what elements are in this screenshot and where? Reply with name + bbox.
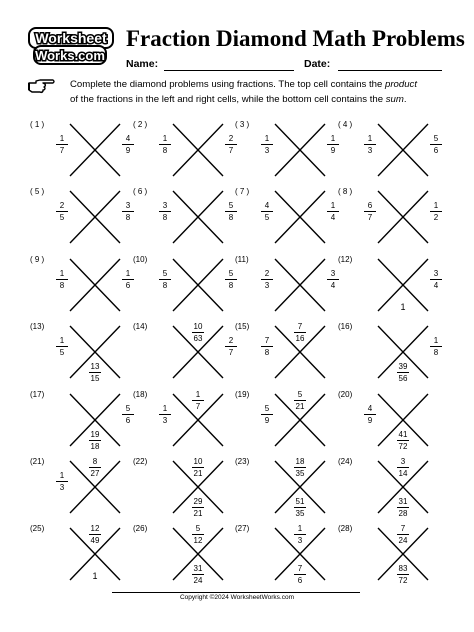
denominator: 8 — [162, 146, 168, 155]
numerator: 18 — [295, 457, 305, 466]
fraction-bar — [159, 414, 171, 415]
denominator: 7 — [367, 213, 373, 222]
numerator: 12 — [90, 524, 100, 533]
cell-bottom — [391, 430, 415, 451]
cell-top — [288, 390, 312, 411]
diamond-problem — [338, 457, 434, 525]
numerator: 5 — [125, 404, 131, 413]
denominator: 8 — [59, 281, 65, 290]
fraction-bar — [430, 279, 442, 280]
cell-top — [83, 457, 107, 478]
fraction-bar — [192, 534, 204, 535]
pointing-hand-icon — [28, 78, 56, 94]
fraction-bar — [430, 144, 442, 145]
name-label: Name: — [126, 58, 159, 70]
denominator: 3 — [59, 483, 65, 492]
diamond-problem — [235, 457, 331, 525]
denominator: 9 — [367, 416, 373, 425]
problem-number: ( 5 ) — [30, 187, 45, 196]
problem-number: (19) — [235, 390, 250, 399]
numerator: 10 — [193, 457, 203, 466]
cell-top — [186, 390, 210, 411]
numerator: 5 — [264, 404, 270, 413]
cell-left — [153, 134, 177, 155]
diamond-problem — [338, 322, 439, 390]
fraction-bar — [430, 346, 442, 347]
cell-right — [424, 134, 448, 155]
denominator: 9 — [125, 146, 131, 155]
denominator: 6 — [125, 416, 131, 425]
cell-top — [83, 524, 107, 545]
diamond-problem — [338, 255, 439, 323]
numerator: 31 — [398, 497, 408, 506]
problem-number: (20) — [338, 390, 353, 399]
numerator: 4 — [125, 134, 131, 143]
fraction-bar — [397, 440, 409, 441]
numerator: 5 — [433, 134, 439, 143]
fraction-bar — [294, 574, 306, 575]
diamond-problem — [30, 187, 131, 255]
diamond-problem — [338, 524, 434, 592]
cell-left — [50, 134, 74, 155]
numerator: 2 — [228, 134, 234, 143]
numerator: 5 — [195, 524, 201, 533]
numerator: 7 — [297, 564, 303, 573]
diamond-problem — [235, 255, 336, 323]
denominator: 21 — [193, 509, 203, 518]
numerator: 5 — [297, 390, 303, 399]
footer-divider — [112, 592, 360, 593]
diamond-x — [171, 257, 225, 313]
page-title: Fraction Diamond Math Problems — [126, 26, 465, 51]
denominator: 21 — [193, 469, 203, 478]
cell-bottom: 1 — [92, 571, 98, 581]
denominator: 9 — [330, 146, 336, 155]
denominator: 12 — [193, 536, 203, 545]
cell-left — [50, 471, 74, 492]
numerator: 1 — [433, 336, 439, 345]
fraction-bar — [159, 279, 171, 280]
fraction-bar — [89, 467, 101, 468]
denominator: 7 — [59, 146, 65, 155]
fraction-bar — [192, 332, 204, 333]
diamond-problem — [30, 255, 131, 323]
numerator: 41 — [398, 430, 408, 439]
fraction-bar — [89, 440, 101, 441]
denominator: 5 — [59, 213, 65, 222]
numerator: 7 — [400, 524, 406, 533]
fraction-bar — [159, 144, 171, 145]
diamond-problem — [235, 322, 331, 390]
numerator: 2 — [59, 201, 65, 210]
problem-number: (23) — [235, 457, 250, 466]
fraction-bar — [56, 346, 68, 347]
cell-bottom — [83, 430, 107, 451]
cell-left — [153, 404, 177, 425]
numerator: 1 — [125, 269, 131, 278]
cell-bottom — [288, 497, 312, 518]
denominator: 3 — [264, 281, 270, 290]
problem-number: ( 2 ) — [133, 120, 148, 129]
diamond-problem — [133, 390, 229, 458]
denominator: 63 — [193, 334, 203, 343]
denominator: 3 — [367, 146, 373, 155]
numerator: 8 — [92, 457, 98, 466]
copyright: Copyright ©2024 WorksheetWorks.com — [179, 594, 294, 601]
denominator: 9 — [264, 416, 270, 425]
cell-bottom — [83, 362, 107, 383]
fraction-bar — [192, 400, 204, 401]
instructions-line-1: Complete the diamond problems using fractions. The top cell contains the product — [70, 79, 417, 90]
problem-number: (22) — [133, 457, 148, 466]
cell-bottom — [391, 497, 415, 518]
denominator: 72 — [398, 442, 408, 451]
fraction-bar — [397, 372, 409, 373]
fraction-bar — [56, 279, 68, 280]
cell-left — [255, 201, 279, 222]
fraction-bar — [56, 211, 68, 212]
denominator: 14 — [398, 469, 408, 478]
numerator: 4 — [367, 404, 373, 413]
denominator: 72 — [398, 576, 408, 585]
fraction-bar — [294, 534, 306, 535]
cell-left — [50, 201, 74, 222]
numerator: 1 — [59, 336, 65, 345]
fraction-bar — [89, 534, 101, 535]
denominator: 18 — [90, 442, 100, 451]
cell-left — [153, 201, 177, 222]
denominator: 8 — [228, 213, 234, 222]
problem-number: (18) — [133, 390, 148, 399]
problem-number: ( 7 ) — [235, 187, 250, 196]
name-field-line[interactable] — [164, 70, 294, 71]
diamond-problem — [235, 524, 331, 592]
cell-bottom — [391, 362, 415, 383]
cell-top — [391, 457, 415, 478]
problem-number: (28) — [338, 524, 353, 533]
fraction-bar — [430, 211, 442, 212]
cell-left — [255, 336, 279, 357]
numerator: 7 — [297, 322, 303, 331]
cell-left — [358, 404, 382, 425]
logo-text-top: Worksheet — [35, 30, 107, 46]
denominator: 56 — [398, 374, 408, 383]
denominator: 8 — [162, 213, 168, 222]
cell-right — [424, 269, 448, 290]
denominator: 7 — [228, 348, 234, 357]
diamond-x — [273, 122, 327, 178]
numerator: 1 — [264, 134, 270, 143]
denominator: 4 — [433, 281, 439, 290]
fraction-bar — [294, 467, 306, 468]
problem-number: (15) — [235, 322, 250, 331]
problem-number: (17) — [30, 390, 45, 399]
numerator: 1 — [162, 404, 168, 413]
denominator: 7 — [228, 146, 234, 155]
cell-left — [255, 269, 279, 290]
fraction-bar — [192, 574, 204, 575]
denominator: 8 — [264, 348, 270, 357]
diamond-problem — [338, 120, 439, 188]
numerator: 4 — [264, 201, 270, 210]
problem-number: (26) — [133, 524, 148, 533]
denominator: 4 — [330, 213, 336, 222]
numerator: 5 — [228, 201, 234, 210]
denominator: 15 — [90, 374, 100, 383]
fraction-bar — [159, 211, 171, 212]
problem-number: (24) — [338, 457, 353, 466]
denominator: 24 — [193, 576, 203, 585]
numerator: 1 — [59, 471, 65, 480]
diamond-problem — [133, 457, 229, 525]
denominator: 49 — [90, 536, 100, 545]
denominator: 4 — [330, 281, 336, 290]
denominator: 27 — [90, 469, 100, 478]
problem-number: ( 9 ) — [30, 255, 45, 264]
denominator: 6 — [125, 281, 131, 290]
diamond-x — [376, 189, 430, 245]
cell-top — [186, 322, 210, 343]
numerator: 3 — [400, 457, 406, 466]
problem-number: ( 8 ) — [338, 187, 353, 196]
denominator: 3 — [297, 536, 303, 545]
fraction-bar — [56, 144, 68, 145]
diamond-x — [273, 189, 327, 245]
numerator: 5 — [228, 269, 234, 278]
fraction-bar — [294, 507, 306, 508]
numerator: 1 — [59, 134, 65, 143]
worksheetworks-logo — [28, 26, 114, 66]
numerator: 5 — [162, 269, 168, 278]
numerator: 13 — [90, 362, 100, 371]
diamond-problem — [235, 120, 336, 188]
denominator: 2 — [433, 213, 439, 222]
problem-number: (12) — [338, 255, 353, 264]
problem-number: (14) — [133, 322, 148, 331]
denominator: 5 — [264, 213, 270, 222]
cell-top — [186, 524, 210, 545]
fraction-bar — [397, 467, 409, 468]
cell-left — [358, 134, 382, 155]
numerator: 31 — [193, 564, 203, 573]
numerator: 10 — [193, 322, 203, 331]
denominator: 5 — [59, 348, 65, 357]
numerator: 51 — [295, 497, 305, 506]
fraction-bar — [261, 279, 273, 280]
numerator: 19 — [90, 430, 100, 439]
denominator: 7 — [195, 402, 201, 411]
diamond-problem — [30, 390, 131, 458]
problem-number: (10) — [133, 255, 148, 264]
cell-top — [186, 457, 210, 478]
fraction-bar — [397, 507, 409, 508]
cell-left — [255, 404, 279, 425]
cell-right — [424, 201, 448, 222]
diamond-x — [171, 122, 225, 178]
denominator: 24 — [398, 536, 408, 545]
numerator: 1 — [330, 201, 336, 210]
problem-number: ( 3 ) — [235, 120, 250, 129]
numerator: 3 — [125, 201, 131, 210]
diamond-problem — [338, 390, 434, 458]
date-label: Date: — [304, 58, 331, 70]
logo-text-bottom: Works.com — [35, 48, 105, 63]
fraction-bar — [364, 211, 376, 212]
diamond-problem — [133, 255, 234, 323]
diamond-problem — [133, 120, 234, 188]
numerator: 1 — [297, 524, 303, 533]
denominator: 6 — [297, 576, 303, 585]
fraction-bar — [261, 414, 273, 415]
denominator: 21 — [295, 402, 305, 411]
diamond-problem — [30, 120, 131, 188]
diamond-problem — [30, 322, 126, 390]
numerator: 83 — [398, 564, 408, 573]
problem-number: (16) — [338, 322, 353, 331]
fraction-bar — [364, 414, 376, 415]
cell-top — [391, 524, 415, 545]
problem-number: ( 1 ) — [30, 120, 45, 129]
numerator: 2 — [228, 336, 234, 345]
problem-number: ( 6 ) — [133, 187, 148, 196]
cell-bottom: 1 — [400, 302, 406, 312]
denominator: 8 — [228, 281, 234, 290]
numerator: 7 — [264, 336, 270, 345]
denominator: 35 — [295, 469, 305, 478]
numerator: 1 — [433, 201, 439, 210]
denominator: 28 — [398, 509, 408, 518]
numerator: 3 — [330, 269, 336, 278]
numerator: 3 — [162, 201, 168, 210]
cell-top — [288, 524, 312, 545]
numerator: 3 — [433, 269, 439, 278]
cell-left — [50, 269, 74, 290]
cell-top — [288, 457, 312, 478]
fraction-bar — [261, 211, 273, 212]
diamond-problem — [133, 322, 234, 390]
denominator: 16 — [295, 334, 305, 343]
denominator: 8 — [162, 281, 168, 290]
diamond-x — [171, 189, 225, 245]
numerator: 6 — [367, 201, 373, 210]
fraction-bar — [192, 507, 204, 508]
instructions — [70, 77, 450, 107]
problem-number: (21) — [30, 457, 45, 466]
fraction-bar — [294, 400, 306, 401]
diamond-x — [376, 122, 430, 178]
problem-number: (13) — [30, 322, 45, 331]
numerator: 1 — [162, 134, 168, 143]
denominator: 3 — [264, 146, 270, 155]
cell-left — [50, 336, 74, 357]
numerator: 29 — [193, 497, 203, 506]
diamond-x — [273, 257, 327, 313]
fraction-bar — [364, 144, 376, 145]
fraction-bar — [261, 144, 273, 145]
denominator: 8 — [433, 348, 439, 357]
cell-bottom — [391, 564, 415, 585]
problem-number: (11) — [235, 255, 249, 264]
numerator: 39 — [398, 362, 408, 371]
problem-number: (25) — [30, 524, 45, 533]
fraction-bar — [192, 467, 204, 468]
cell-bottom — [186, 497, 210, 518]
denominator: 8 — [125, 213, 131, 222]
cell-left — [153, 269, 177, 290]
fraction-bar — [56, 481, 68, 482]
fraction-bar — [294, 332, 306, 333]
numerator: 2 — [264, 269, 270, 278]
cell-bottom — [288, 564, 312, 585]
cell-right — [424, 336, 448, 357]
fraction-bar — [89, 372, 101, 373]
fraction-bar — [261, 346, 273, 347]
numerator: 1 — [195, 390, 201, 399]
fraction-bar — [397, 574, 409, 575]
diamond-problem — [133, 524, 229, 592]
numerator: 1 — [59, 269, 65, 278]
denominator: 6 — [433, 146, 439, 155]
fraction-bar — [397, 534, 409, 535]
instructions-line-2: of the fractions in the left and right cells, while the bottom cell contains the sum. — [70, 94, 407, 105]
diamond-x — [68, 257, 122, 313]
diamond-x — [68, 189, 122, 245]
diamond-problem — [30, 524, 126, 592]
diamond-problem — [235, 187, 336, 255]
diamond-x — [68, 122, 122, 178]
cell-top — [288, 322, 312, 343]
problem-number: ( 4 ) — [338, 120, 353, 129]
problem-number: (27) — [235, 524, 250, 533]
denominator: 3 — [162, 416, 168, 425]
numerator: 1 — [367, 134, 373, 143]
numerator: 1 — [330, 134, 336, 143]
diamond-problem — [338, 187, 439, 255]
diamond-problem — [30, 457, 126, 525]
date-field-line[interactable] — [338, 70, 442, 71]
diamond-problem — [235, 390, 331, 458]
diamond-problem — [133, 187, 234, 255]
cell-left — [255, 134, 279, 155]
denominator: 35 — [295, 509, 305, 518]
cell-left — [358, 201, 382, 222]
cell-bottom — [186, 564, 210, 585]
